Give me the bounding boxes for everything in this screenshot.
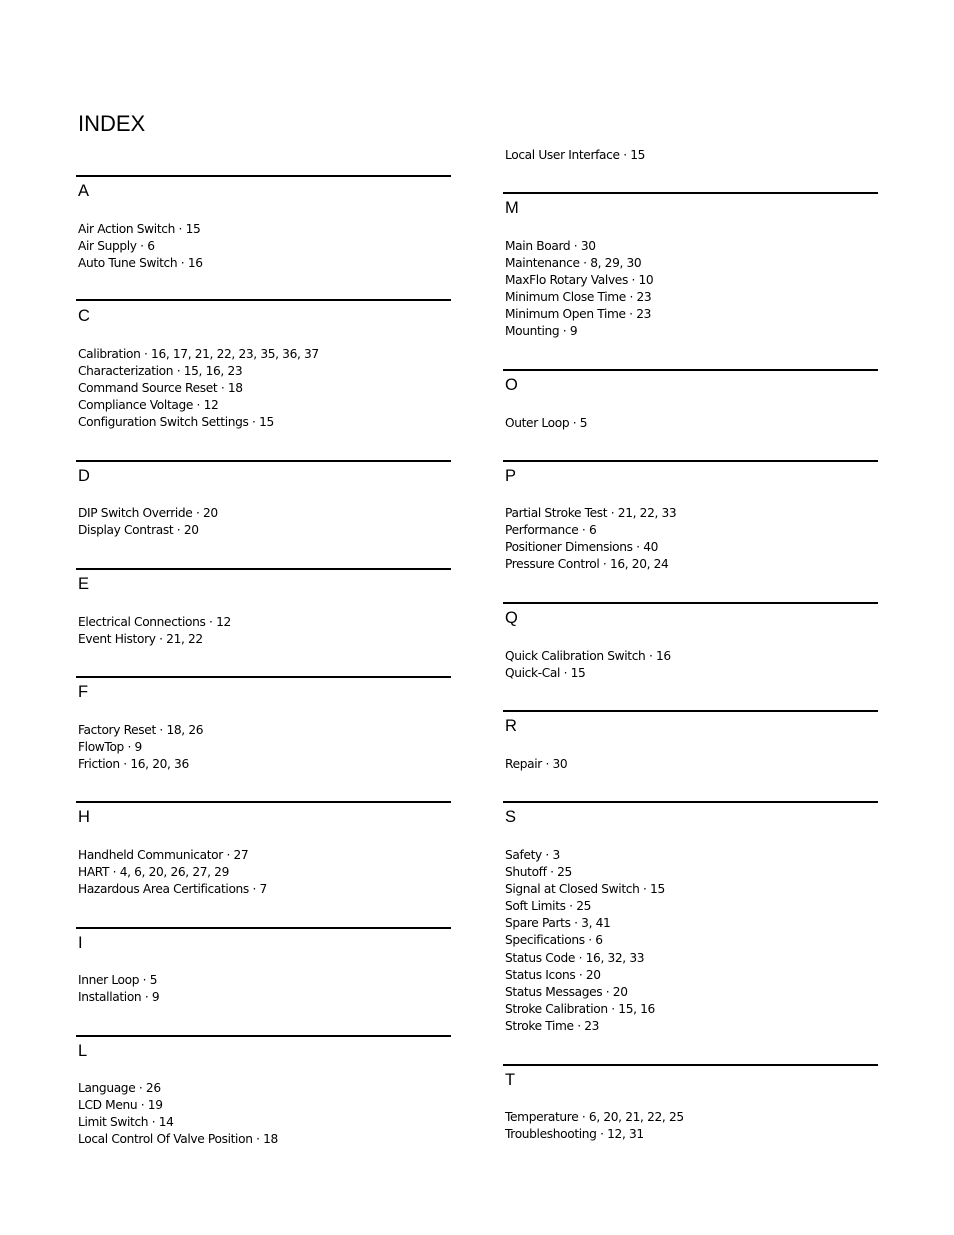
index-entry: Status Messages · 20 [505, 984, 628, 999]
index-entry: Inner Loop · 5 [78, 973, 158, 987]
index-entries [78, 972, 159, 1006]
section-letter: Q [505, 609, 518, 627]
index-entries [505, 847, 665, 1035]
index-entries [78, 1080, 278, 1148]
index-entry: Command Source Reset · 18 [78, 381, 243, 396]
section-divider [503, 801, 878, 803]
section-letter: M [505, 199, 519, 217]
index-entry: Pressure Control · 16, 20, 24 [505, 557, 669, 572]
section-divider [76, 175, 451, 177]
index-entry: Friction · 16, 20, 36 [78, 757, 189, 772]
index-entry: Minimum Open Time · 23 [505, 307, 652, 322]
index-entry: Soft Limits · 25 [505, 899, 592, 914]
section-divider [76, 801, 451, 803]
index-entry: Event History · 21, 22 [78, 632, 203, 647]
section-letter: A [78, 182, 90, 200]
index-entries [505, 415, 587, 432]
index-entry: Partial Stroke Test · 21, 22, 33 [505, 506, 677, 520]
index-entry: Electrical Connections · 12 [78, 615, 231, 629]
index-entry: Outer Loop · 5 [505, 416, 588, 430]
index-entry: Installation · 9 [78, 990, 160, 1005]
index-entry: Air Action Switch · 15 [78, 222, 201, 236]
section-divider [503, 1064, 878, 1066]
index-entry: Signal at Closed Switch · 15 [505, 882, 665, 897]
index-entry: Safety · 3 [505, 848, 560, 862]
index-entry: HART · 4, 6, 20, 26, 27, 29 [78, 865, 229, 880]
index-entries [505, 756, 567, 773]
index-entry: Temperature · 6, 20, 21, 22, 25 [505, 1110, 684, 1124]
index-entry: FlowTop · 9 [78, 740, 142, 755]
index-entry: Spare Parts · 3, 41 [505, 916, 611, 931]
index-entry: Limit Switch · 14 [78, 1115, 174, 1130]
section-letter: T [505, 1071, 516, 1089]
index-entries [505, 147, 645, 164]
index-entry: Repair · 30 [505, 757, 568, 771]
section-divider [503, 602, 878, 604]
index-entries [78, 505, 218, 539]
index-entry: Compliance Voltage · 12 [78, 398, 219, 413]
index-entry: MaxFlo Rotary Valves · 10 [505, 273, 654, 288]
section-divider [503, 192, 878, 194]
index-entry: Quick-Cal · 15 [505, 666, 586, 681]
index-entry: Stroke Calibration · 15, 16 [505, 1001, 655, 1016]
index-entry: Positioner Dimensions · 40 [505, 540, 658, 555]
index-entry: Specifications · 6 [505, 933, 603, 948]
section-divider [503, 369, 878, 371]
section-divider [76, 460, 451, 462]
index-entry: Calibration · 16, 17, 21, 22, 23, 35, 36, 37 [78, 347, 319, 361]
index-entry: Auto Tune Switch · 16 [78, 256, 203, 271]
index-entries [505, 238, 653, 341]
index-entries [78, 346, 319, 431]
index-entries [78, 847, 267, 898]
section-letter: P [505, 467, 517, 485]
index-entry: Quick Calibration Switch · 16 [505, 649, 671, 663]
section-letter: L [78, 1042, 88, 1060]
index-entry: LCD Menu · 19 [78, 1098, 163, 1113]
section-divider [76, 676, 451, 678]
index-entry: Status Code · 16, 32, 33 [505, 950, 645, 965]
section-letter: O [505, 376, 518, 394]
index-entry: Mounting · 9 [505, 324, 578, 339]
index-entry: Performance · 6 [505, 523, 597, 538]
section-letter: R [505, 717, 517, 735]
index-entry: Status Icons · 20 [505, 967, 601, 982]
index-entry: Hazardous Area Certifications · 7 [78, 882, 267, 897]
section-divider [76, 927, 451, 929]
index-entries [78, 221, 203, 272]
index-entry: Stroke Time · 23 [505, 1018, 600, 1033]
section-divider [76, 299, 451, 301]
index-entry: Factory Reset · 18, 26 [78, 723, 204, 737]
index-entries [78, 722, 203, 773]
index-entry: Language · 26 [78, 1081, 161, 1095]
index-entry: Local Control Of Valve Position · 18 [78, 1132, 278, 1147]
index-entry: Local User Interface · 15 [505, 148, 646, 162]
section-letter: F [78, 683, 89, 701]
section-divider [76, 1035, 451, 1037]
index-entries [505, 1109, 684, 1143]
index-entry: Shutoff · 25 [505, 865, 572, 880]
index-entries [505, 505, 676, 573]
section-letter: S [505, 808, 517, 826]
section-letter: D [78, 467, 90, 485]
index-entry: Configuration Switch Settings · 15 [78, 415, 274, 430]
section-letter: H [78, 808, 90, 826]
section-letter: E [78, 575, 90, 593]
index-entry: DIP Switch Override · 20 [78, 506, 218, 520]
index-entry: Troubleshooting · 12, 31 [505, 1127, 644, 1142]
page-title: INDEX [78, 111, 146, 136]
index-entry: Maintenance · 8, 29, 30 [505, 256, 642, 271]
section-divider [503, 710, 878, 712]
index-entry: Handheld Communicator · 27 [78, 848, 249, 862]
index-entry: Characterization · 15, 16, 23 [78, 364, 243, 379]
section-letter: I [78, 934, 83, 952]
section-letter: C [78, 307, 90, 325]
index-entry: Main Board · 30 [505, 239, 596, 253]
index-entry: Minimum Close Time · 23 [505, 290, 652, 305]
section-divider [76, 568, 451, 570]
section-divider [503, 460, 878, 462]
index-entry: Display Contrast · 20 [78, 523, 199, 538]
index-entries [78, 614, 231, 648]
index-entries [505, 648, 671, 682]
index-entry: Air Supply · 6 [78, 239, 155, 254]
